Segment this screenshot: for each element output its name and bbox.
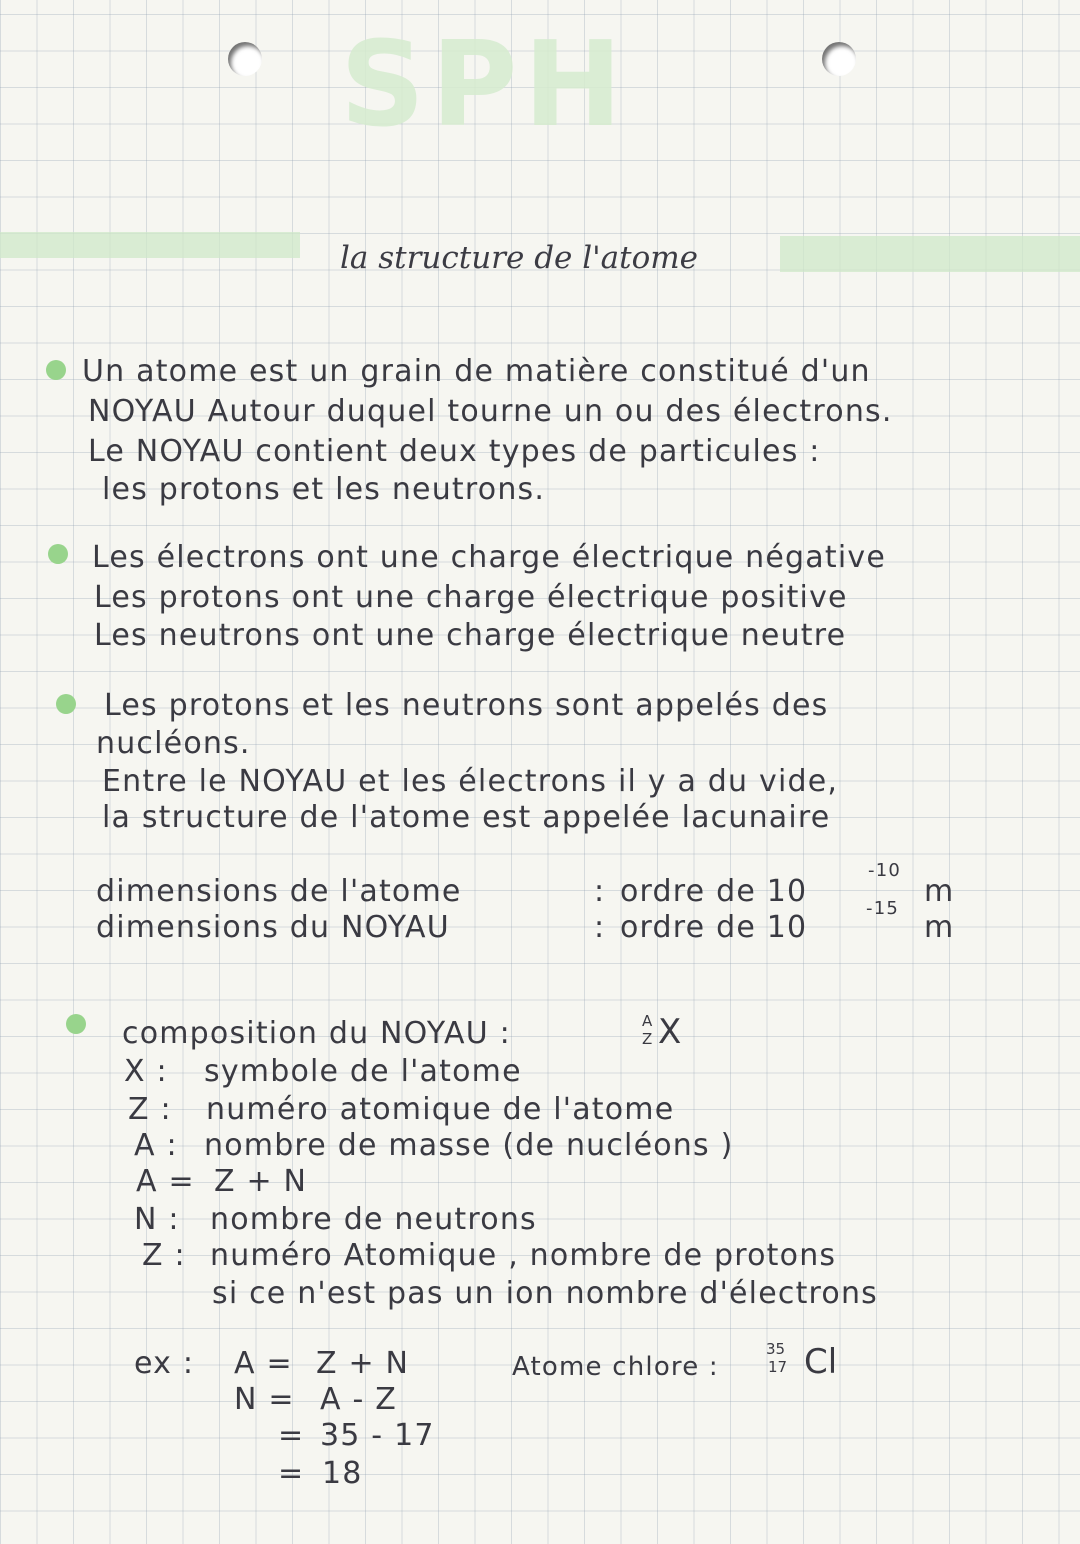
charge-line: Les électrons ont une charge électrique négative [92,540,886,575]
bullet-dot [66,1014,86,1034]
composition-key: A = [136,1164,195,1199]
example-rhs: 35 - 17 [320,1418,435,1453]
nucleon-line: Les protons et les neutrons sont appelés des [104,688,829,723]
element-symbol: Cl [804,1342,838,1382]
composition-key: N : [134,1202,180,1237]
example-rhs: 18 [322,1456,363,1491]
mass-number: A [642,1012,653,1030]
example-lhs: = [278,1418,305,1453]
highlight-band-right [780,236,1080,272]
punch-hole-right [822,42,856,76]
bullet-dot [46,360,66,380]
intro-line: les protons et les neutrons. [102,472,546,507]
composition-text: nombre de masse (de nucléons ) [204,1128,734,1163]
nuclide-notation-x [636,1012,696,1056]
dimension-unit: m [924,874,955,909]
mass-number: 35 [766,1340,786,1358]
example-lhs: A = [234,1346,293,1381]
dimension-value: ordre de 10 [620,910,808,945]
composition-heading: composition du NOYAU : [122,1016,511,1051]
intro-line: Le NOYAU contient deux types de particules : [88,434,821,469]
atomic-number: Z [642,1030,653,1048]
example-rhs: A - Z [320,1382,397,1417]
bullet-dot [48,544,68,564]
nuclide-notation-chlore [766,1340,856,1386]
example-lhs: = [278,1456,305,1491]
composition-text: Z + N [214,1164,308,1199]
bullet-dot [56,694,76,714]
composition-text: symbole de l'atome [204,1054,522,1089]
composition-key: Z : [128,1092,172,1127]
example-atom-label: Atome chlore : [512,1352,719,1382]
nucleon-line: nucléons. [96,726,251,761]
element-symbol: X [658,1012,682,1052]
dimension-value: ordre de 10 [620,874,808,909]
dimension-separator: : [594,874,606,909]
nucleon-line: la structure de l'atome est appelée lacunaire [102,800,831,835]
nucleon-line: Entre le NOYAU et les électrons il y a du vide, [102,764,839,799]
dimension-separator: : [594,910,606,945]
page-title: la structure de l'atome [340,240,699,276]
dimension-unit: m [924,910,955,945]
highlight-band-left [0,232,300,258]
charge-line: Les neutrons ont une charge électrique neutre [94,618,847,653]
dimension-exponent: -15 [866,898,899,919]
composition-key: X : [124,1054,168,1089]
watermark-sph: SPH [340,15,629,153]
composition-text: nombre de neutrons [210,1202,537,1237]
atomic-number: 17 [768,1358,788,1376]
composition-text: numéro atomique de l'atome [206,1092,675,1127]
dimension-exponent: -10 [868,860,901,881]
example-rhs: Z + N [316,1346,410,1381]
composition-text: si ce n'est pas un ion nombre d'électrons [212,1276,879,1311]
composition-text: numéro Atomique , nombre de protons [210,1238,837,1273]
punch-hole-left [228,42,262,76]
intro-line: Un atome est un grain de matière constitué d'un [82,354,871,389]
composition-key: Z : [142,1238,186,1273]
charge-line: Les protons ont une charge électrique positive [94,580,848,615]
intro-line: NOYAU Autour duquel tourne un ou des électrons. [88,394,893,429]
example-lhs: N = [234,1382,295,1417]
dimension-label: dimensions du NOYAU [96,910,450,945]
dimension-label: dimensions de l'atome [96,874,462,909]
composition-key: A : [134,1128,178,1163]
example-label: ex : [134,1346,195,1381]
